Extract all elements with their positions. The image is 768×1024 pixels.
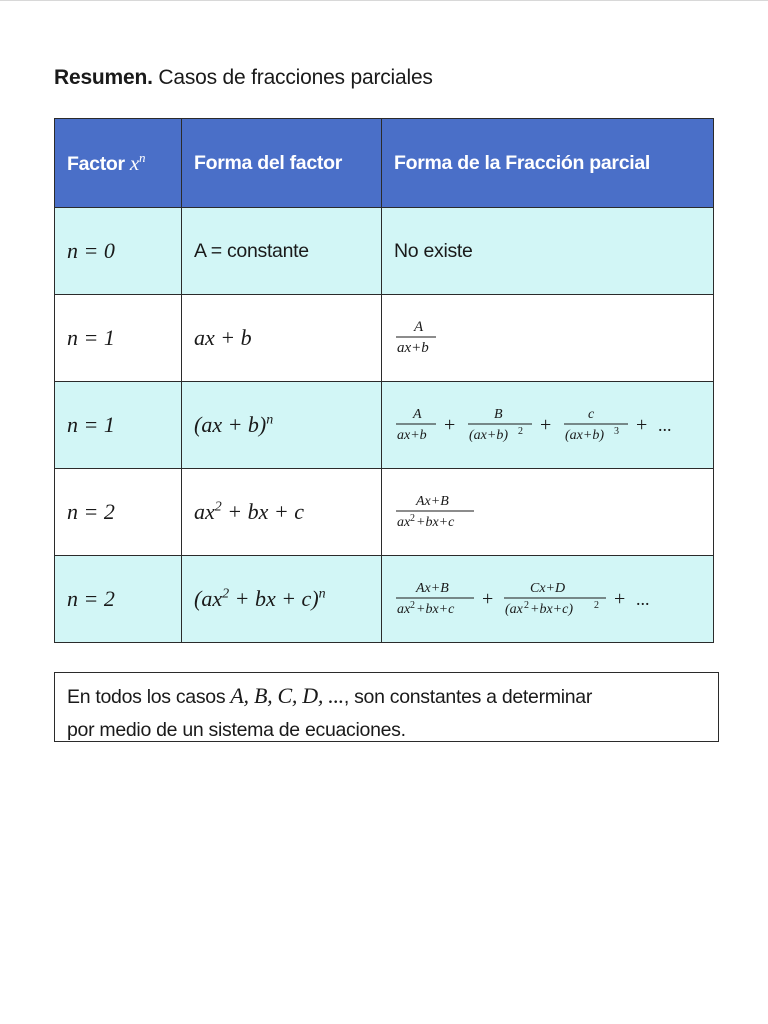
svg-text:2: 2	[594, 600, 599, 611]
cell-forma: (ax + b)$^n$	[182, 382, 382, 469]
svg-text:+: +	[482, 588, 494, 610]
svg-text:2: 2	[518, 426, 523, 437]
svg-text:ax+b: ax+b	[397, 428, 427, 443]
fraction-series-quadratic	[394, 577, 694, 621]
cell-forma: $ax^2$ + bx + c	[182, 469, 382, 556]
header-factor-math: $x^n$	[129, 150, 146, 175]
table-header-row	[55, 119, 714, 208]
svg-text:+: +	[540, 414, 552, 436]
svg-text:+bx+c): +bx+c)	[530, 602, 573, 617]
svg-text:+bx+c: +bx+c	[416, 602, 455, 617]
top-divider	[0, 0, 768, 1]
note-math: A, B, C, D, ...	[230, 683, 344, 708]
svg-text:Ax+B: Ax+B	[416, 581, 449, 596]
svg-text:+bx+c: +bx+c	[416, 515, 455, 530]
cell-forma: ($ax^2$ + bx + c)$^n$	[182, 556, 382, 643]
title-rest: Casos de fracciones parciales	[152, 66, 433, 89]
cell-forma	[182, 295, 382, 382]
svg-text:(ax+b): (ax+b)	[469, 428, 508, 443]
header-fraccion: Forma de la Fracción parcial	[382, 119, 714, 208]
svg-text:...: ...	[658, 415, 672, 435]
cell-fraccion	[382, 295, 714, 382]
svg-text:ax: ax	[397, 515, 411, 530]
note-line-2: por medio de un sistema de ecuaciones.	[67, 719, 406, 741]
fraction-a-over-ax-b	[394, 316, 454, 360]
cell-fraccion	[382, 556, 714, 643]
table-row	[55, 382, 714, 469]
svg-text:A: A	[414, 319, 424, 335]
svg-text:B: B	[494, 407, 503, 422]
svg-text:ax+b: ax+b	[397, 340, 429, 356]
cell-factor: n = 0	[55, 208, 182, 295]
svg-text:Ax+B: Ax+B	[416, 494, 449, 509]
table-row	[55, 469, 714, 556]
table-row	[55, 295, 714, 382]
note-box	[54, 672, 719, 742]
cell-fraccion: No existe	[382, 208, 714, 295]
cell-fraccion	[382, 382, 714, 469]
note-line-1: En todos los casos A, B, C, D, ..., son constantes a determinar	[67, 683, 593, 708]
cell-factor: n = 2	[55, 469, 182, 556]
svg-text:+: +	[636, 414, 648, 436]
svg-text:(ax+b): (ax+b)	[565, 428, 604, 443]
svg-text:...: ...	[636, 589, 650, 609]
svg-text:+: +	[444, 414, 456, 436]
fraction-quadratic	[394, 490, 494, 534]
page-title	[54, 66, 433, 90]
svg-text:A: A	[413, 407, 422, 422]
forma-ax-b: ax + b	[194, 325, 252, 350]
cell-fraccion	[382, 469, 714, 556]
svg-text:Cx+D: Cx+D	[530, 581, 566, 596]
header-forma: Forma del factor	[182, 119, 382, 208]
partial-fractions-table	[54, 118, 714, 643]
header-factor: Factor $x^n$	[55, 119, 182, 208]
svg-text:ax: ax	[397, 602, 411, 617]
title-bold: Resumen.	[54, 66, 153, 89]
cell-forma: A = constante	[182, 208, 382, 295]
svg-text:2: 2	[410, 513, 415, 524]
cell-factor: n = 1	[55, 382, 182, 469]
cell-factor: n = 2	[55, 556, 182, 643]
svg-text:2: 2	[524, 600, 529, 611]
svg-text:+: +	[614, 588, 626, 610]
svg-text:(ax: (ax	[505, 602, 523, 617]
cell-factor: n = 1	[55, 295, 182, 382]
svg-text:2: 2	[410, 600, 415, 611]
svg-text:3: 3	[614, 426, 619, 437]
svg-text:c: c	[588, 407, 595, 422]
fraction-series-linear	[394, 403, 714, 447]
table-row	[55, 208, 714, 295]
table-row	[55, 556, 714, 643]
